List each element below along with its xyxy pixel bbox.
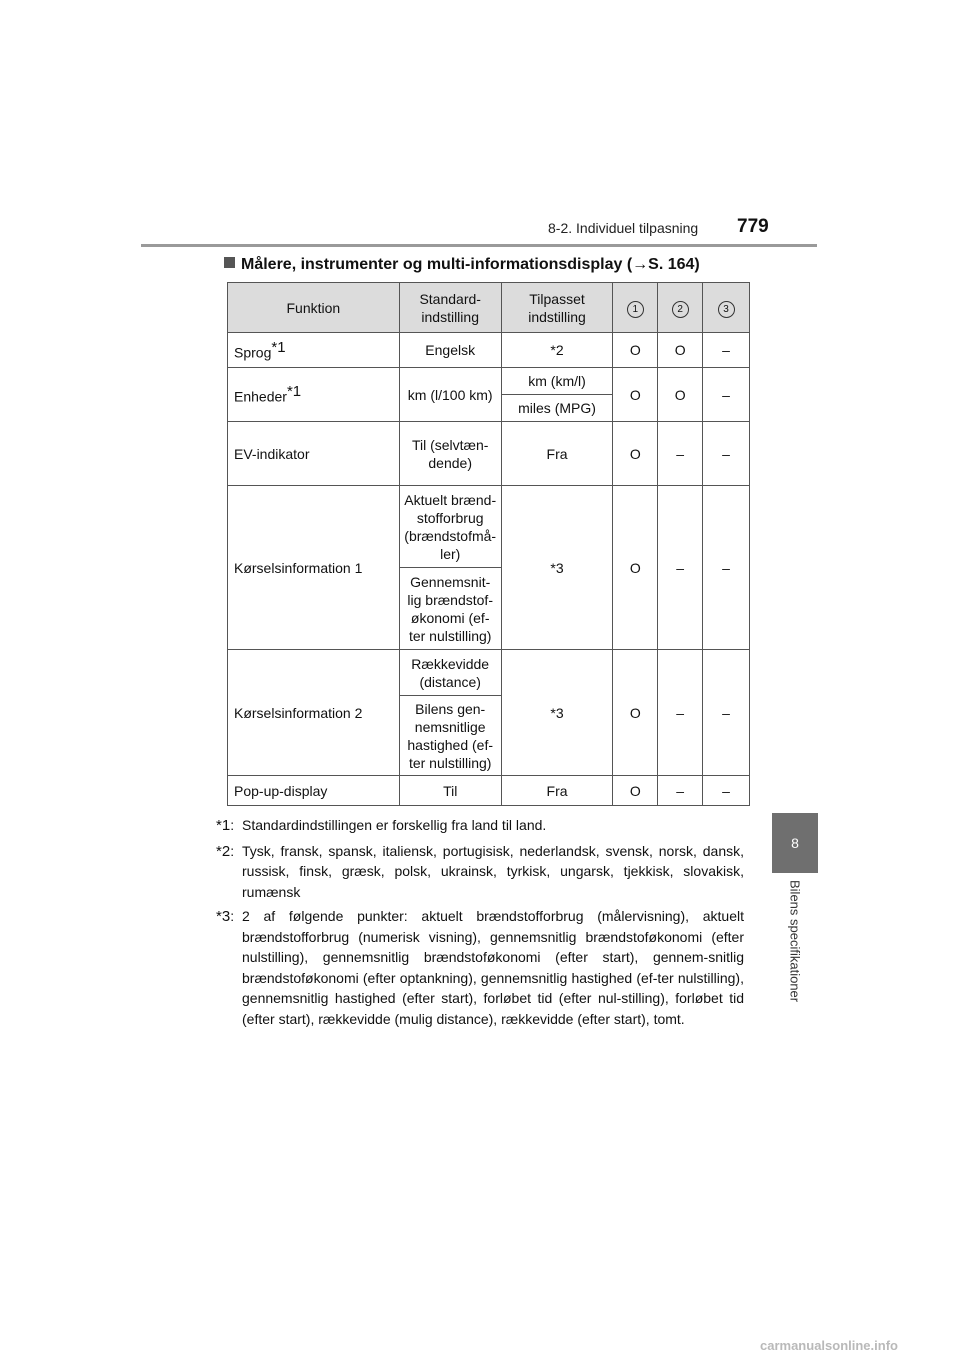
header-tilpasset: Tilpasset indstilling	[501, 283, 613, 333]
watermark: carmanualsonline.info	[760, 1338, 898, 1353]
table-row	[228, 422, 750, 486]
cell-standard: Gennemsnit-lig brændstof-økonomi (ef-ter nulstilling)	[399, 568, 501, 650]
square-bullet-icon	[224, 257, 235, 268]
cell-c2: –	[658, 422, 703, 486]
cell-c3: –	[703, 486, 750, 650]
cell-function: Kørselsinformation 2	[228, 650, 400, 776]
section-title	[224, 256, 700, 274]
header-col2	[658, 283, 703, 333]
header-standard: Standard-indstilling	[399, 283, 501, 333]
cell-standard: Bilens gen-nemsnitlige hastighed (ef-ter nulstilling)	[399, 696, 501, 776]
circled-2-icon: 2	[672, 301, 689, 318]
cell-c1: O	[613, 422, 658, 486]
cell-c3: –	[703, 368, 750, 422]
table-row	[228, 368, 750, 395]
cell-c3: –	[703, 776, 750, 806]
circled-3-icon: 3	[718, 301, 735, 318]
settings-table	[227, 282, 750, 806]
cell-function: Sprog$^{*1}$	[228, 333, 400, 368]
cell-custom: miles (MPG)	[501, 395, 613, 422]
chapter-label	[777, 880, 813, 1030]
cell-c1: O	[613, 333, 658, 368]
table-row	[228, 650, 750, 696]
chapter-number: 8	[791, 835, 799, 851]
cell-custom: *3	[501, 650, 613, 776]
header-rule	[141, 244, 817, 247]
cell-function: Enheder$^{*1}$	[228, 368, 400, 422]
cell-c2: O	[658, 333, 703, 368]
cell-c1: O	[613, 776, 658, 806]
chapter-tab	[772, 813, 818, 873]
cell-c2: O	[658, 368, 703, 422]
cell-standard: Til (selvtæn-dende)	[399, 422, 501, 486]
cell-c1: O	[613, 368, 658, 422]
cell-standard: Aktuelt brænd-stofforbrug (brændstofmå-ler)	[399, 486, 501, 568]
footnote-2: *2: Tysk, fransk, spansk, italiensk, portugisisk, nederlandsk, svensk, norsk, dansk, russisk, finsk, græsk, polsk, ukrainsk, tyrkisk, ungarsk, tjekkisk, slovakisk, rumænsk	[216, 842, 744, 900]
cell-custom: Fra	[501, 422, 613, 486]
chapter-label-text: Bilens specifikationer	[787, 880, 803, 1003]
header-col1	[613, 283, 658, 333]
section-title-text: Målere, instrumenter og multi-informationsdisplay (→S. 164)	[241, 256, 700, 273]
cell-c2: –	[658, 486, 703, 650]
running-header-section: 8-2. Individuel tilpasning	[548, 220, 699, 236]
table-row	[228, 776, 750, 806]
page-number: 779	[737, 216, 769, 237]
cell-standard: Engelsk	[399, 333, 501, 368]
cell-standard: Rækkevidde (distance)	[399, 650, 501, 696]
cell-c1: O	[613, 486, 658, 650]
table-row	[228, 486, 750, 568]
cell-standard: Til	[399, 776, 501, 806]
cell-custom: *3	[501, 486, 613, 650]
table-row	[228, 333, 750, 368]
cell-c2: –	[658, 650, 703, 776]
table-header-row	[228, 283, 750, 333]
header-col3	[703, 283, 750, 333]
cell-function: Kørselsinformation 1	[228, 486, 400, 650]
cell-standard: km (l/100 km)	[399, 368, 501, 422]
footnote-3: *3: 2 af følgende punkter: aktuelt brændstofforbrug (målervisning), aktuelt brændstofforbrug (numerisk visning), gennemsnitlig brændstoføkonomi (efter nulstilling), gennemsnitlig brændstoføkonomi (efter start), gennem-snitlig brændstoføkonomi (efter optankning), gennemsnitlig hastighed (ef-ter nulstilling), gennemsnitlig hastighed (efter start), forløbet tid (efter nul-stilling), forløbet tid (efter start), rækkevidde (mulig distance), rækkevidde (efter start), tomt.	[216, 908, 744, 1027]
cell-custom: Fra	[501, 776, 613, 806]
cell-c2: –	[658, 776, 703, 806]
cell-custom: km (km/l)	[501, 368, 613, 395]
footnote-1: *1: Standardindstillingen er forskellig fra land til land.	[216, 817, 547, 834]
cell-c3: –	[703, 650, 750, 776]
cell-custom: *2	[501, 333, 613, 368]
cell-function: EV-indikator	[228, 422, 400, 486]
cell-c3: –	[703, 422, 750, 486]
cell-c3: –	[703, 333, 750, 368]
cell-function: Pop-up-display	[228, 776, 400, 806]
header-funktion: Funktion	[228, 283, 400, 333]
circled-1-icon: 1	[627, 301, 644, 318]
cell-c1: O	[613, 650, 658, 776]
footnotes	[216, 815, 744, 1033]
